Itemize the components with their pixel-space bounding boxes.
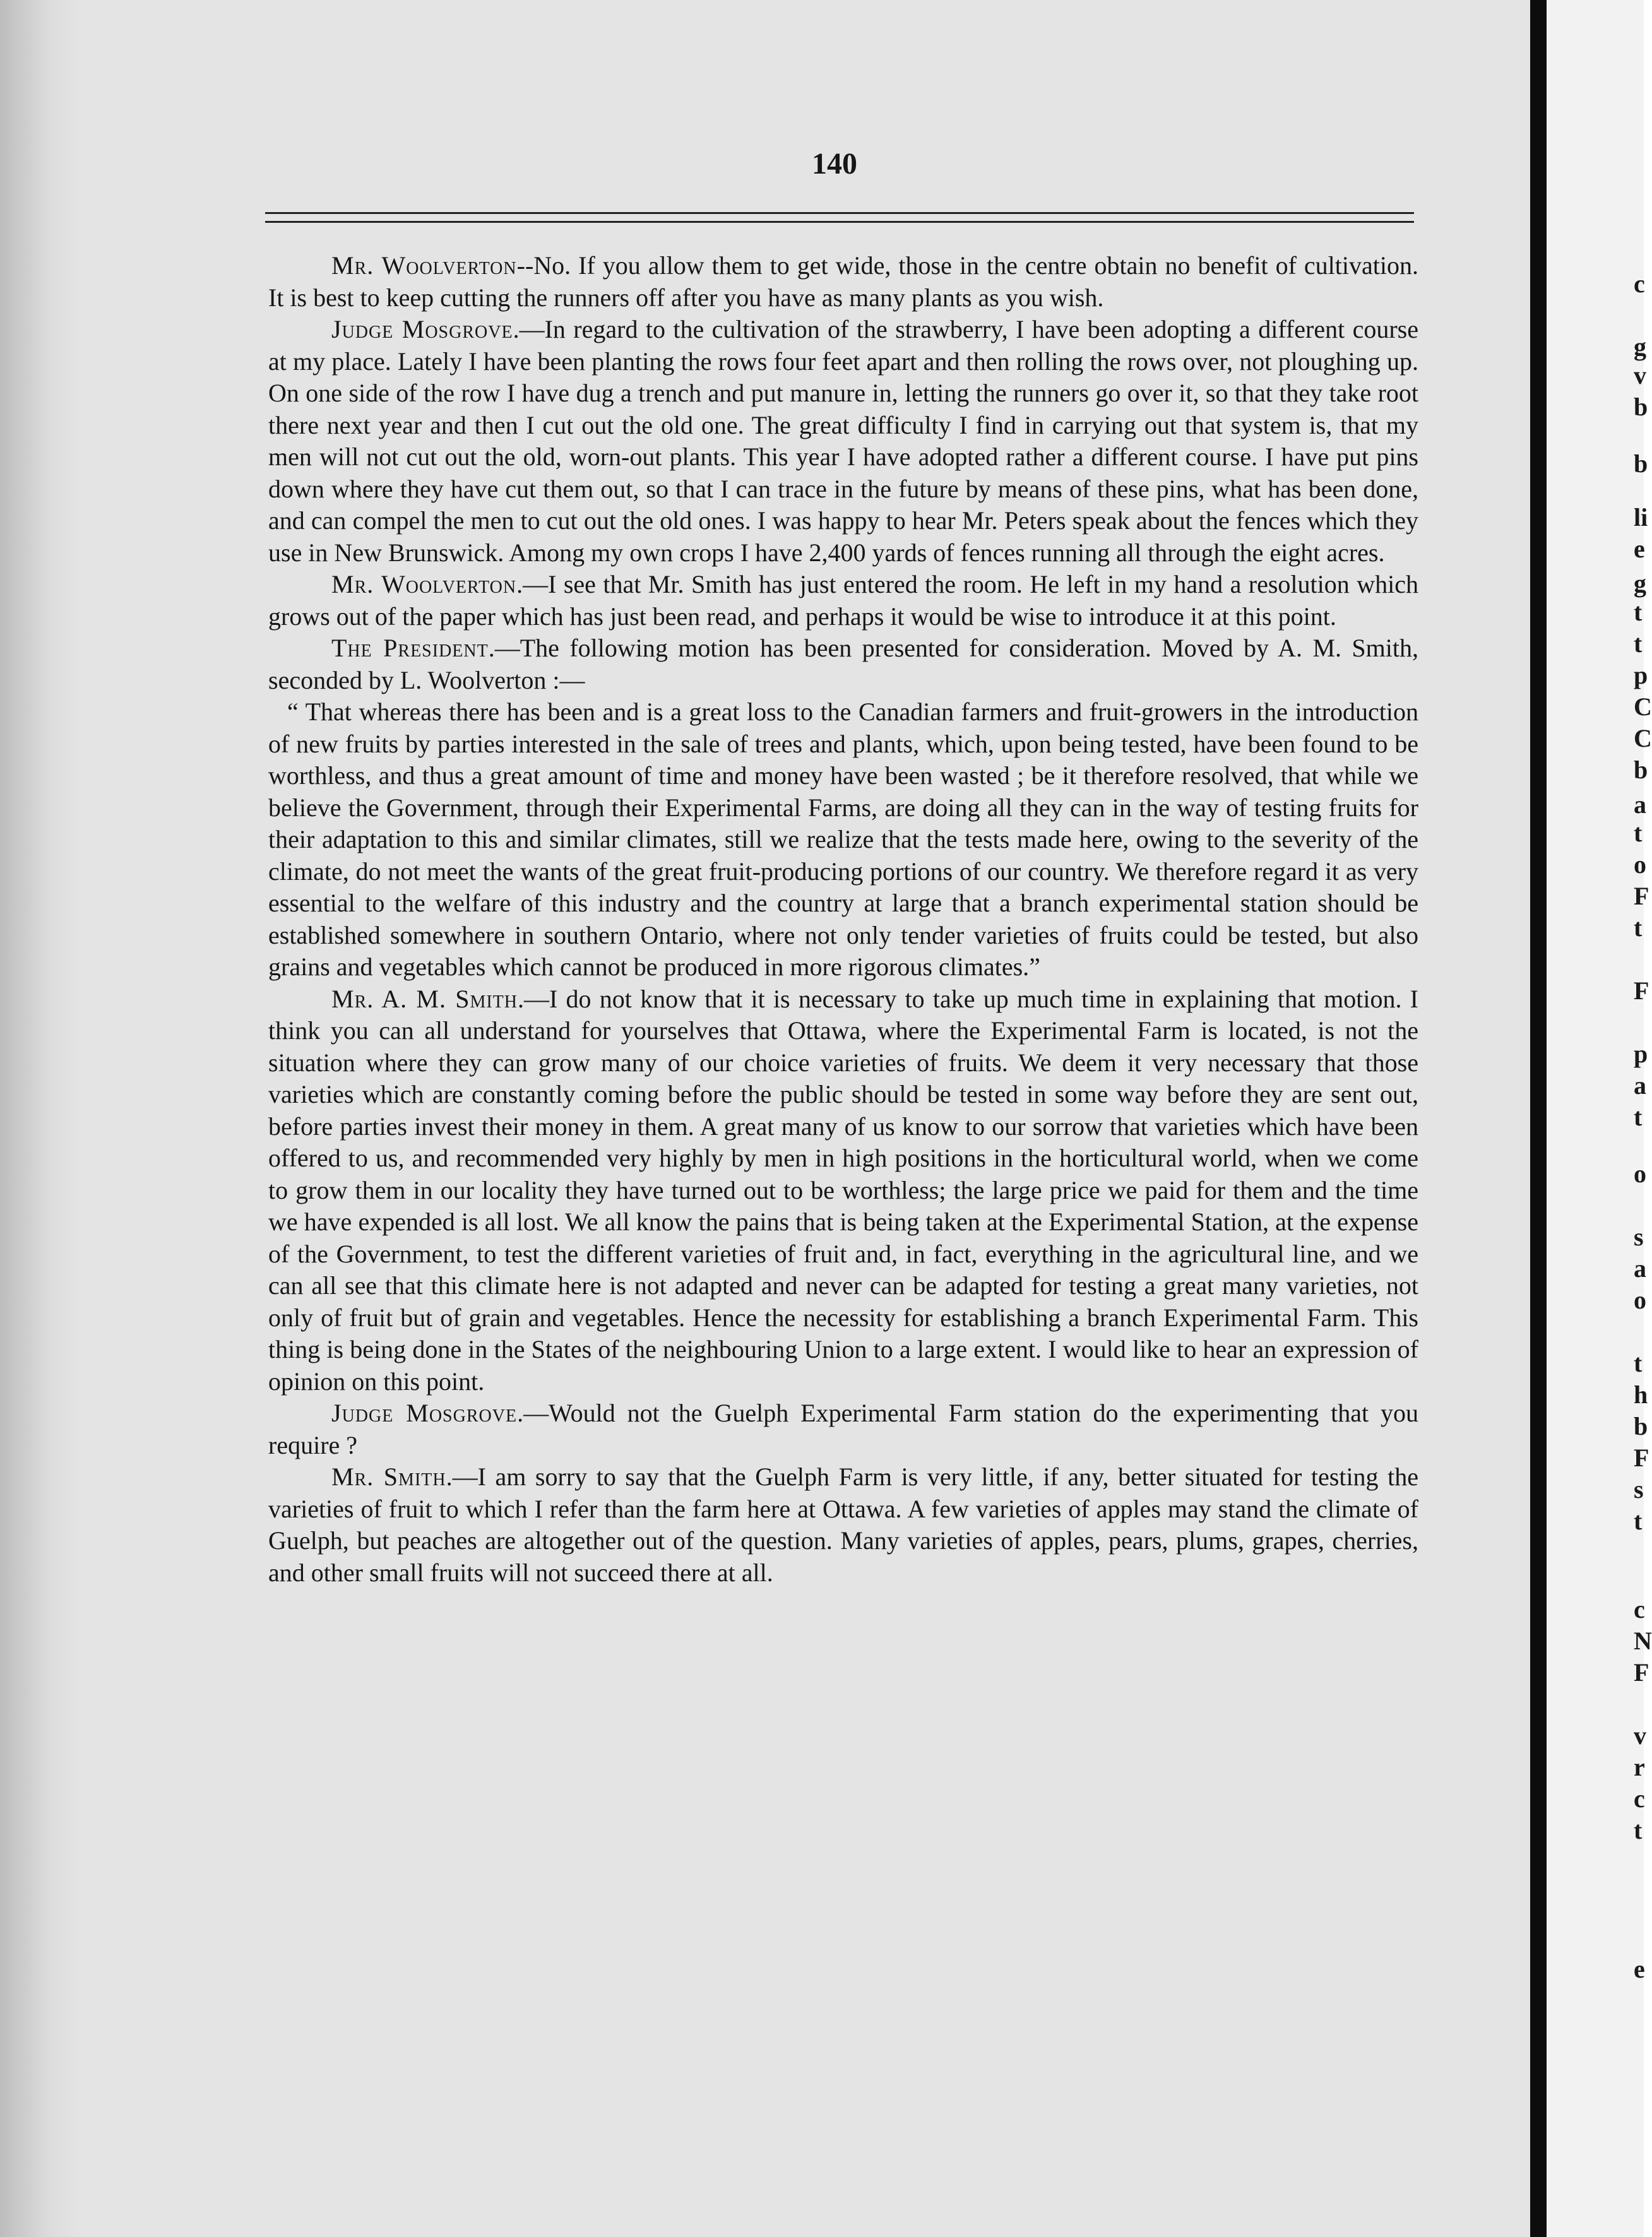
facing-page-fragment: N: [1634, 1627, 1652, 1655]
facing-page-fragment: o: [1634, 1160, 1646, 1188]
facing-page-fragment: b: [1634, 449, 1648, 478]
facing-page-fragment: C: [1634, 724, 1652, 752]
speaker-name: Mr. Woolverton: [331, 570, 517, 598]
facing-page: [1547, 0, 1644, 2237]
book-spine: [1530, 0, 1547, 2237]
page-edge-shadow: [0, 0, 82, 2237]
facing-page-fragment: F: [1634, 882, 1649, 910]
facing-page-fragment: h: [1634, 1380, 1648, 1409]
speaker-name: Mr. A. M. Smith: [331, 984, 518, 1013]
facing-page-fragment: o: [1634, 1286, 1646, 1314]
facing-page-fragment: e: [1634, 1955, 1645, 1983]
resolution-quote: [268, 696, 1418, 983]
facing-page-fragment: a: [1634, 790, 1646, 819]
speaker-name: Judge Mosgrove: [331, 315, 513, 343]
speaker-name: Mr. Woolverton: [331, 251, 517, 280]
facing-page-fragment: c: [1634, 1595, 1645, 1623]
facing-page-fragment: g: [1634, 569, 1646, 598]
paragraph: [268, 632, 1418, 696]
facing-page-fragment: o: [1634, 850, 1646, 879]
facing-page-fragment: t: [1634, 1349, 1643, 1377]
facing-page-fragment: t: [1634, 598, 1643, 626]
paragraph-text: “ That whereas there has been and is a great loss to the Canadian farmers and fruit-growers in the introduction of new fruits by parties interested in the sale of trees and plants, which, upon being tested, have been found to be worthless, and thus a great amount of time and money have been wasted ; be it therefore resolved, that while we believe the Government, through their Experimental Farms, are doing all they can in the way of testing fruits for their adaptation to this and similar climates, still we realize that the tests made here, owing to the severity of the climate, do not meet the wants of the great fruit-producing portions of our country. We therefore regard it as very essential to the welfare of this industry and the country at large that a branch experimental station should be established somewhere in southern Ontario, where not only tender varieties of fruits could be tested, but also grains and vegetables which cannot be produced in more rigorous climates.”: [268, 697, 1418, 981]
facing-page-fragment: a: [1634, 1071, 1646, 1100]
facing-page-fragment: t: [1634, 1507, 1643, 1535]
paragraph-text: .—I do not know that it is necessary to take up much time in explaining that motion. I think you can all understand for yourselves that Ottawa, where the Experimental Farm is located, is not the situation where they can grow many of our choice varieties of fruits. We deem it very necessary that those varieties which are constantly coming before the public should be tested in some way before they are sent out, before parties invest their money in them. A great many of us know to our sorrow that varieties which have been offered to us, and recommended very highly by men in high positions in the horticultural world, when we come to grow them in our locality they have turned out to be worthless; the large price we paid for them and the time we have expended is all lost. We all know the pains that is being taken at the Experimental Station, at the expense of the Government, to test the different varieties of fruit and, in fact, everything in the agricultural line, and we can all see that this climate here is not adapted and never can be adapted for testing a great many varieties, not only of fruit but of grain and vegetables. Hence the necessity for establishing a branch Experimental Farm. This thing is being done in the States of the neighbouring Union to a large extent. I would like to hear an expression of opinion on this point.: [268, 984, 1418, 1396]
facing-page-fragment: t: [1634, 913, 1643, 942]
paragraph: [268, 983, 1418, 1398]
facing-page-fragment: b: [1634, 756, 1648, 784]
page-number: 140: [812, 147, 857, 181]
facing-page-fragment: c: [1634, 1784, 1645, 1813]
header-rule-bottom: [265, 221, 1414, 223]
paragraph-text: --No. If you allow them to get wide, those in the centre obtain no benefit of cultivation. It is best to keep cutting the runners off after you have as many plants as you wish.: [268, 251, 1419, 312]
facing-page-fragment: p: [1634, 1040, 1648, 1068]
facing-page-fragment: t: [1634, 1103, 1643, 1131]
facing-page-fragment: v: [1634, 1721, 1646, 1750]
facing-page-fragment: s: [1634, 1475, 1644, 1504]
facing-page-fragment: F: [1634, 1658, 1649, 1687]
speaker-name: Mr. Smith: [331, 1463, 446, 1491]
facing-page-fragment: C: [1634, 692, 1652, 721]
header-rule-top: [265, 212, 1414, 214]
paragraph-text: .—The following motion has been presented for consideration. Moved by A. M. Smith, seconded by L. Woolverton :—: [268, 634, 1418, 694]
paragraph: [268, 250, 1418, 314]
facing-page-fragment: b: [1634, 1412, 1648, 1440]
facing-page-fragment: t: [1634, 629, 1643, 658]
paragraph: [268, 314, 1418, 569]
facing-page-fragment: a: [1634, 1254, 1646, 1283]
facing-page-fragment: b: [1634, 393, 1648, 421]
speaker-name: Judge Mosgrove: [331, 1399, 518, 1427]
facing-page-fragment: F: [1634, 1444, 1649, 1472]
paragraph-text: .—I see that Mr. Smith has just entered the room. He left in my hand a resolution which grows out of the paper which has just been read, and perhaps it would be wise to introduce it at this point.: [268, 570, 1418, 631]
speaker-name: The President: [331, 634, 489, 662]
facing-page-fragment: s: [1634, 1223, 1644, 1251]
facing-page-fragment: F: [1634, 976, 1649, 1005]
facing-page-fragment: g: [1634, 333, 1646, 361]
paragraph: [268, 1461, 1418, 1589]
paragraph: [268, 1397, 1418, 1461]
facing-page-fragment: e: [1634, 535, 1645, 563]
paragraph: [268, 569, 1418, 632]
paragraph-text: .—In regard to the cultivation of the strawberry, I have been adopting a different course at my place. Lately I have been planting the rows four feet apart and then rolling the rows over, not ploughing up. On one side of the row I have dug a trench and put manure in, letting the runners go over it, so that they take root there next year and then I cut out the old one. The great difficulty I find in carrying out that system is, that my men will not cut out the old, worn-out plants. This year I have adopted rather a different course. I have put pins down where they have cut them out, so that I can trace in the future by means of these pins, what has been done, and can compel the men to cut out the old ones. I was happy to hear Mr. Peters speak about the fences which they use in New Brunswick. Among my own crops I have 2,400 yards of fences running all through the eight acres.: [268, 315, 1418, 567]
facing-page-fragment: r: [1634, 1753, 1645, 1781]
facing-page-fragment: li: [1634, 503, 1648, 531]
facing-page-fragment: p: [1634, 661, 1648, 689]
paragraph-text: .—Would not the Guelph Experimental Farm station do the experimenting that you require ?: [268, 1399, 1419, 1459]
body-text: [268, 250, 1418, 1589]
facing-page-fragment: c: [1634, 270, 1645, 298]
facing-page-fragment: t: [1634, 1816, 1643, 1844]
facing-page-fragment: t: [1634, 819, 1643, 847]
paragraph-text: .—I am sorry to say that the Guelph Farm is very little, if any, better situated for testing the varieties of fruit to which I refer than the farm here at Ottawa. A few varieties of apples may stand the climate of Guelph, but peaches are altogether out of the question. Many varieties of apples, pears, plums, grapes, cherries, and other small fruits will not succeed there at all.: [268, 1463, 1418, 1587]
facing-page-fragment: v: [1634, 361, 1646, 389]
